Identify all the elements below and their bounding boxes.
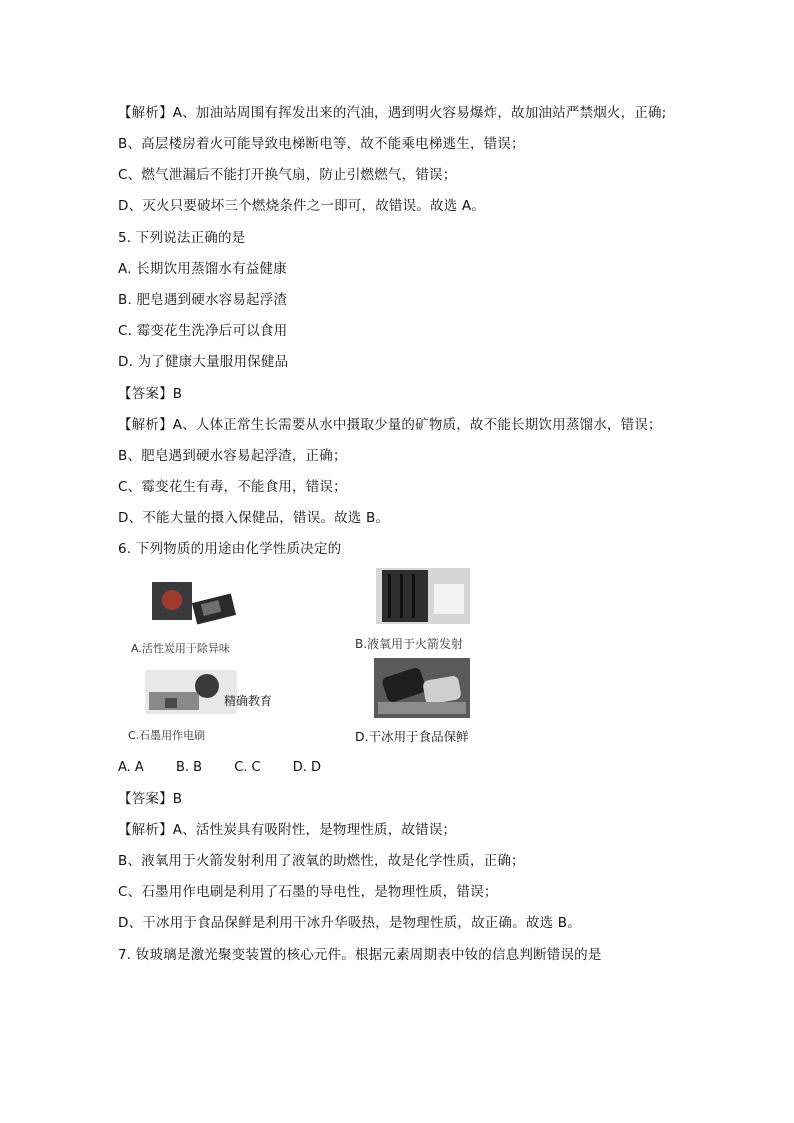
q6-answer: 【答案】B [118,791,183,807]
q5-option-b: B. 肥皂遇到硬水容易起浮渣 [118,292,288,308]
q6-caption-d: D.干冰用于食品保鲜 [355,729,469,744]
q4-analysis-d: D、灭火只要破坏三个燃烧条件之一即可，故错误。故选 A。 [118,198,486,214]
q6-choice-d: D. D [292,760,322,775]
q5-analysis-d: D、不能大量的摄入保健品，错误。故选 B。 [118,510,390,526]
q6-caption-a: A.活性炭用于除异味 [131,642,230,655]
q6-analysis-b: B、液氧用于火箭发射利用了液氧的助燃性，故是化学性质，正确； [118,853,525,869]
q6-choice-a: A. A [118,760,144,775]
q6-image-d [374,658,470,718]
q5-analysis-c: C、霉变花生有毒，不能食用，错误； [118,479,347,495]
q4-analysis-a: 【解析】A、加油站周围有挥发出来的汽油，遇到明火容易爆炸，故加油站严禁烟火，正确; [118,105,667,121]
q6-caption-c: C.石墨用作电刷 [128,729,206,742]
q5-answer: 【答案】B [118,386,183,402]
q6-analysis-c: C、石墨用作电刷是利用了石墨的导电性，是物理性质，错误； [118,884,498,900]
q4-analysis-c: C、燃气泄漏后不能打开换气扇，防止引燃燃气，错误； [118,167,457,183]
q6-analysis-a: 【解析】A、活性炭具有吸附性，是物理性质，故错误； [118,822,457,838]
q5-stem: 5. 下列说法正确的是 [118,230,246,246]
q7-stem: 7. 钕玻璃是激光聚变装置的核心元件。根据元素周期表中钕的信息判断错误的是 [118,947,602,963]
q6-image-b [376,568,470,624]
q6-choice-b: B. B [175,760,203,775]
q6-image-a [148,580,240,630]
q6-choice-c: C. C [234,760,261,775]
q6-analysis-d: D、干冰用于食品保鲜是利用干冰升华吸热，是物理性质，故正确。故选 B。 [118,915,581,931]
q5-option-d: D. 为了健康大量服用保健品 [118,354,289,370]
q6-watermark: 精确教育 [224,694,273,708]
q5-option-a: A. 长期饮用蒸馏水有益健康 [118,261,287,277]
q5-option-c: C. 霉变花生洗净后可以食用 [118,323,288,339]
q6-caption-b: B.液氧用于火箭发射 [355,637,464,651]
q6-choices [118,760,349,775]
q5-analysis-b: B、肥皂遇到硬水容易起浮渣，正确； [118,448,347,464]
q5-analysis-a: 【解析】A、人体正常生长需要从水中摄取少量的矿物质，故不能长期饮用蒸馏水，错误； [118,417,662,433]
q4-analysis-b: B、高层楼房着火可能导致电梯断电等，故不能乘电梯逃生，错误； [118,136,525,152]
q6-stem: 6. 下列物质的用途由化学性质决定的 [118,541,342,557]
